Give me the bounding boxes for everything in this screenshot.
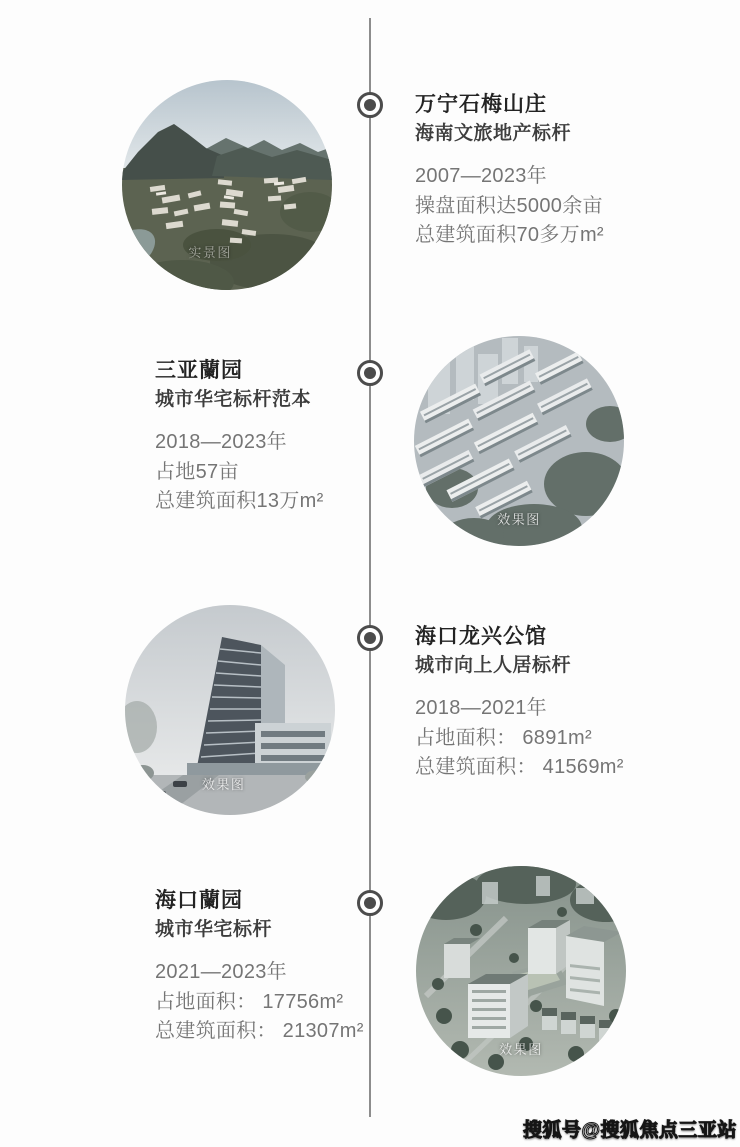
project-photo-haikou-lanyuan xyxy=(416,866,626,1076)
project-section-wanning-shimei xyxy=(415,91,737,251)
project-photo-haikou-longxing xyxy=(125,605,335,815)
project-detail-line: 2007—2023年 xyxy=(415,165,547,187)
image-type-label: 效果图 xyxy=(499,1042,543,1057)
project-detail-line: 操盘面积达5000余亩 xyxy=(415,194,603,217)
project-detail-line: 总建筑面积13万m² xyxy=(155,490,324,512)
image-type-label: 实景图 xyxy=(188,245,232,260)
project-detail-line: 2018—2023年 xyxy=(155,431,287,453)
project-detail-line: 总建筑面积： 41569m² xyxy=(415,756,624,778)
timeline-node-3 xyxy=(357,625,383,651)
project-detail-line: 总建筑面积70多万m² xyxy=(415,224,604,246)
project-section-haikou-longxing xyxy=(415,623,737,783)
project-detail-line: 2018—2021年 xyxy=(415,697,547,719)
project-subtitle: 城市华宅标杆 xyxy=(155,919,273,940)
sohu-watermark: 搜狐号@搜狐焦点三亚站 xyxy=(522,1120,737,1141)
project-details xyxy=(415,162,737,251)
project-title: 海口龙兴公馆 xyxy=(415,625,547,648)
project-title: 三亚蘭园 xyxy=(155,359,243,382)
project-photo-wanning-shimei xyxy=(122,80,332,290)
project-subtitle: 海南文旅地产标杆 xyxy=(415,123,572,144)
project-detail-line: 总建筑面积： 21307m² xyxy=(155,1020,364,1042)
project-subtitle: 城市向上人居标杆 xyxy=(415,655,572,676)
project-detail-line: 占地面积： 17756m² xyxy=(155,990,344,1013)
image-type-label: 效果图 xyxy=(497,512,541,527)
project-detail-line: 2021—2023年 xyxy=(155,961,287,983)
timeline-node-dot xyxy=(364,99,376,111)
project-details xyxy=(415,694,737,783)
image-type-label: 效果图 xyxy=(201,777,246,792)
timeline-node-dot xyxy=(364,632,376,644)
project-detail-line: 占地面积： 6891m² xyxy=(415,726,592,749)
project-title: 万宁石梅山庄 xyxy=(415,93,547,116)
timeline-node-1 xyxy=(357,92,383,118)
project-photo-sanya-lanyuan xyxy=(414,336,624,546)
project-subtitle: 城市华宅标杆范本 xyxy=(155,389,312,410)
project-title: 海口蘭园 xyxy=(155,889,243,912)
project-detail-line: 占地57亩 xyxy=(155,460,239,483)
